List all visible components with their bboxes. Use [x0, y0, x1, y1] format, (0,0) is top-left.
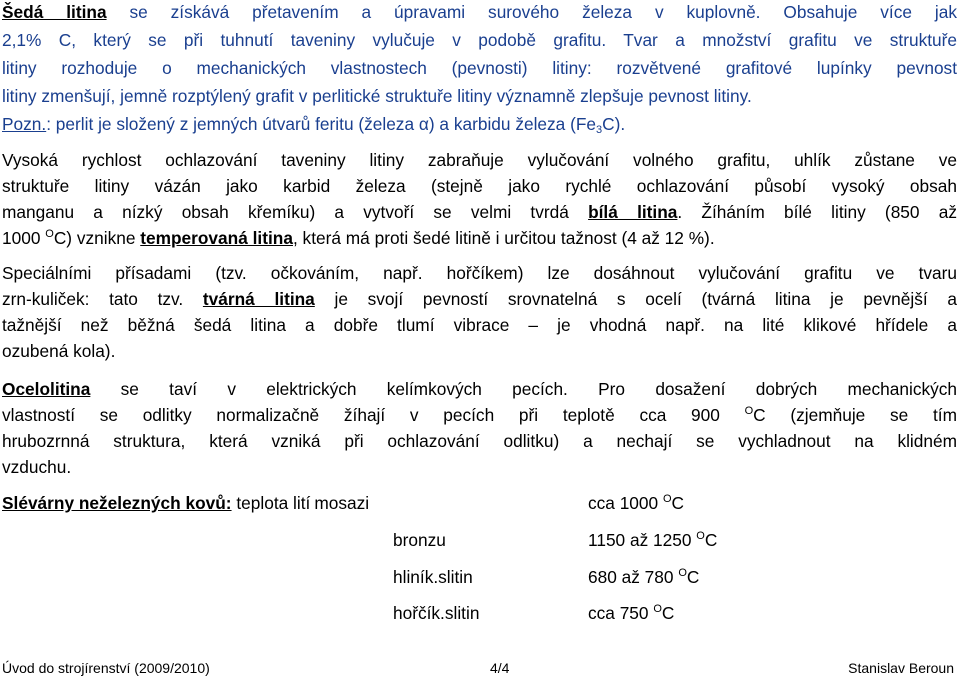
tvarna-line-2: zrn-kuliček: tato tzv. tvárná litina je svojí pevností srovnatelná s ocelí (tvárná litina je pevnější a	[2, 289, 957, 309]
ocelolitina-line-1: Ocelolitina se taví v elektrických kelímkových pecích. Pro dosažení dobrých mechanických	[2, 379, 957, 399]
note-label: Pozn.	[2, 114, 47, 134]
sede-litina-line-1: Šedá litina se získává přetavením a úpravami surového železa v kuplovně. Obsahuje více jak	[2, 2, 958, 22]
tvarna-line-1: Speciálními přísadami (tzv. očkováním, např. hořčíkem) lze dosáhnout vylučování grafitu ve tvaru	[2, 263, 957, 283]
foundries-row-2-metal: hliník.slitin	[393, 567, 473, 587]
term-bila-litina: bílá litina	[588, 202, 678, 222]
bila-litina-line-2: struktuře litiny vázán jako karbid železa (stejně jako rychlé ochlazování působí vysoký obsah	[2, 176, 957, 196]
foundries-row-2-temp: 680 až 780 $^O$C	[588, 567, 700, 587]
foundries-title: Slévárny neželezných kovů:	[2, 493, 232, 513]
ocelolitina-line-3: hrubozrnná struktura, která vzniká při ochlazování odlitku) a nechají se vychladnout na klidném	[2, 431, 957, 451]
alpha-symbol: α	[418, 114, 429, 134]
foundries-row-3-temp: cca 750 $^O$C	[588, 603, 675, 623]
term-tvarna-litina: tvárná litina	[202, 289, 315, 309]
term-temperovana-litina: temperovaná litina	[140, 228, 293, 248]
sede-litina-line-2: 2,1% C, který se při tuhnutí taveniny vylučuje v podobě grafitu. Tvar a množství grafitu ve struktuře	[2, 30, 957, 50]
foundries-row-1-temp: 1150 až 1250 $^O$C	[588, 530, 718, 550]
foundries-row-0-metal: mosazi	[314, 493, 370, 513]
note-line: Pozn.: perlit je složený z jemných útvarů feritu (železa α) a karbidu železa $(Fe_3C)$.	[2, 114, 626, 136]
foundries-row-0-temp: cca 1000 $^O$C	[588, 493, 684, 513]
bila-litina-line-4: 1000 $^O$C) vznikne temperovaná litina, která má proti šedé litině i určitou tažnost (4 až 12 %).	[2, 228, 715, 248]
foundries-heading	[2, 491, 369, 516]
sede-litina-line-3: litiny rozhoduje o mechanických vlastnostech (pevnosti) litiny: rozvětvené grafitové lupínky pevnost	[2, 58, 957, 78]
footer-course: Úvod do strojírenství (2009/2010)	[2, 660, 210, 676]
footer-author: Stanislav Beroun	[848, 660, 954, 676]
ocelolitina-line-2: vlastností se odlitky normalizačně žíhají v pecích při teplotě cca 900 $^O$C (zjemňuje se tím	[2, 405, 957, 425]
ocelolitina-line-4: vzduchu.	[2, 457, 72, 477]
tvarna-line-3: tažnější než běžná šedá litina a dobře tlumí vibrace – je vhodná např. na lité klikové hřídele a	[2, 315, 957, 335]
bila-litina-line-3: manganu a nízký obsah křemíku) a vytvoří se velmi tvrdá bílá litina. Žíháním bílé litiny (850 až	[2, 202, 958, 222]
tvarna-line-4: ozubená kola).	[2, 341, 116, 361]
term-ocelolitina: Ocelolitina	[2, 379, 91, 399]
bila-litina-line-1: Vysoká rychlost ochlazování taveniny litiny zabraňuje vylučování volného grafitu, uhlík zůstane ve	[2, 150, 957, 170]
foundries-row-3-metal: hořčík.slitin	[393, 603, 480, 623]
foundries-row-1-metal: bronzu	[393, 530, 446, 550]
foundries-subtitle: teplota lití	[231, 493, 311, 513]
term-sede-litina: Šedá litina	[2, 2, 107, 22]
sede-litina-line-4: litiny zmenšují, jemně rozptýlený grafit v perlitické struktuře litiny významně zlepšuje pevnost litiny.	[2, 86, 752, 106]
footer-page-number: 4/4	[490, 660, 510, 676]
